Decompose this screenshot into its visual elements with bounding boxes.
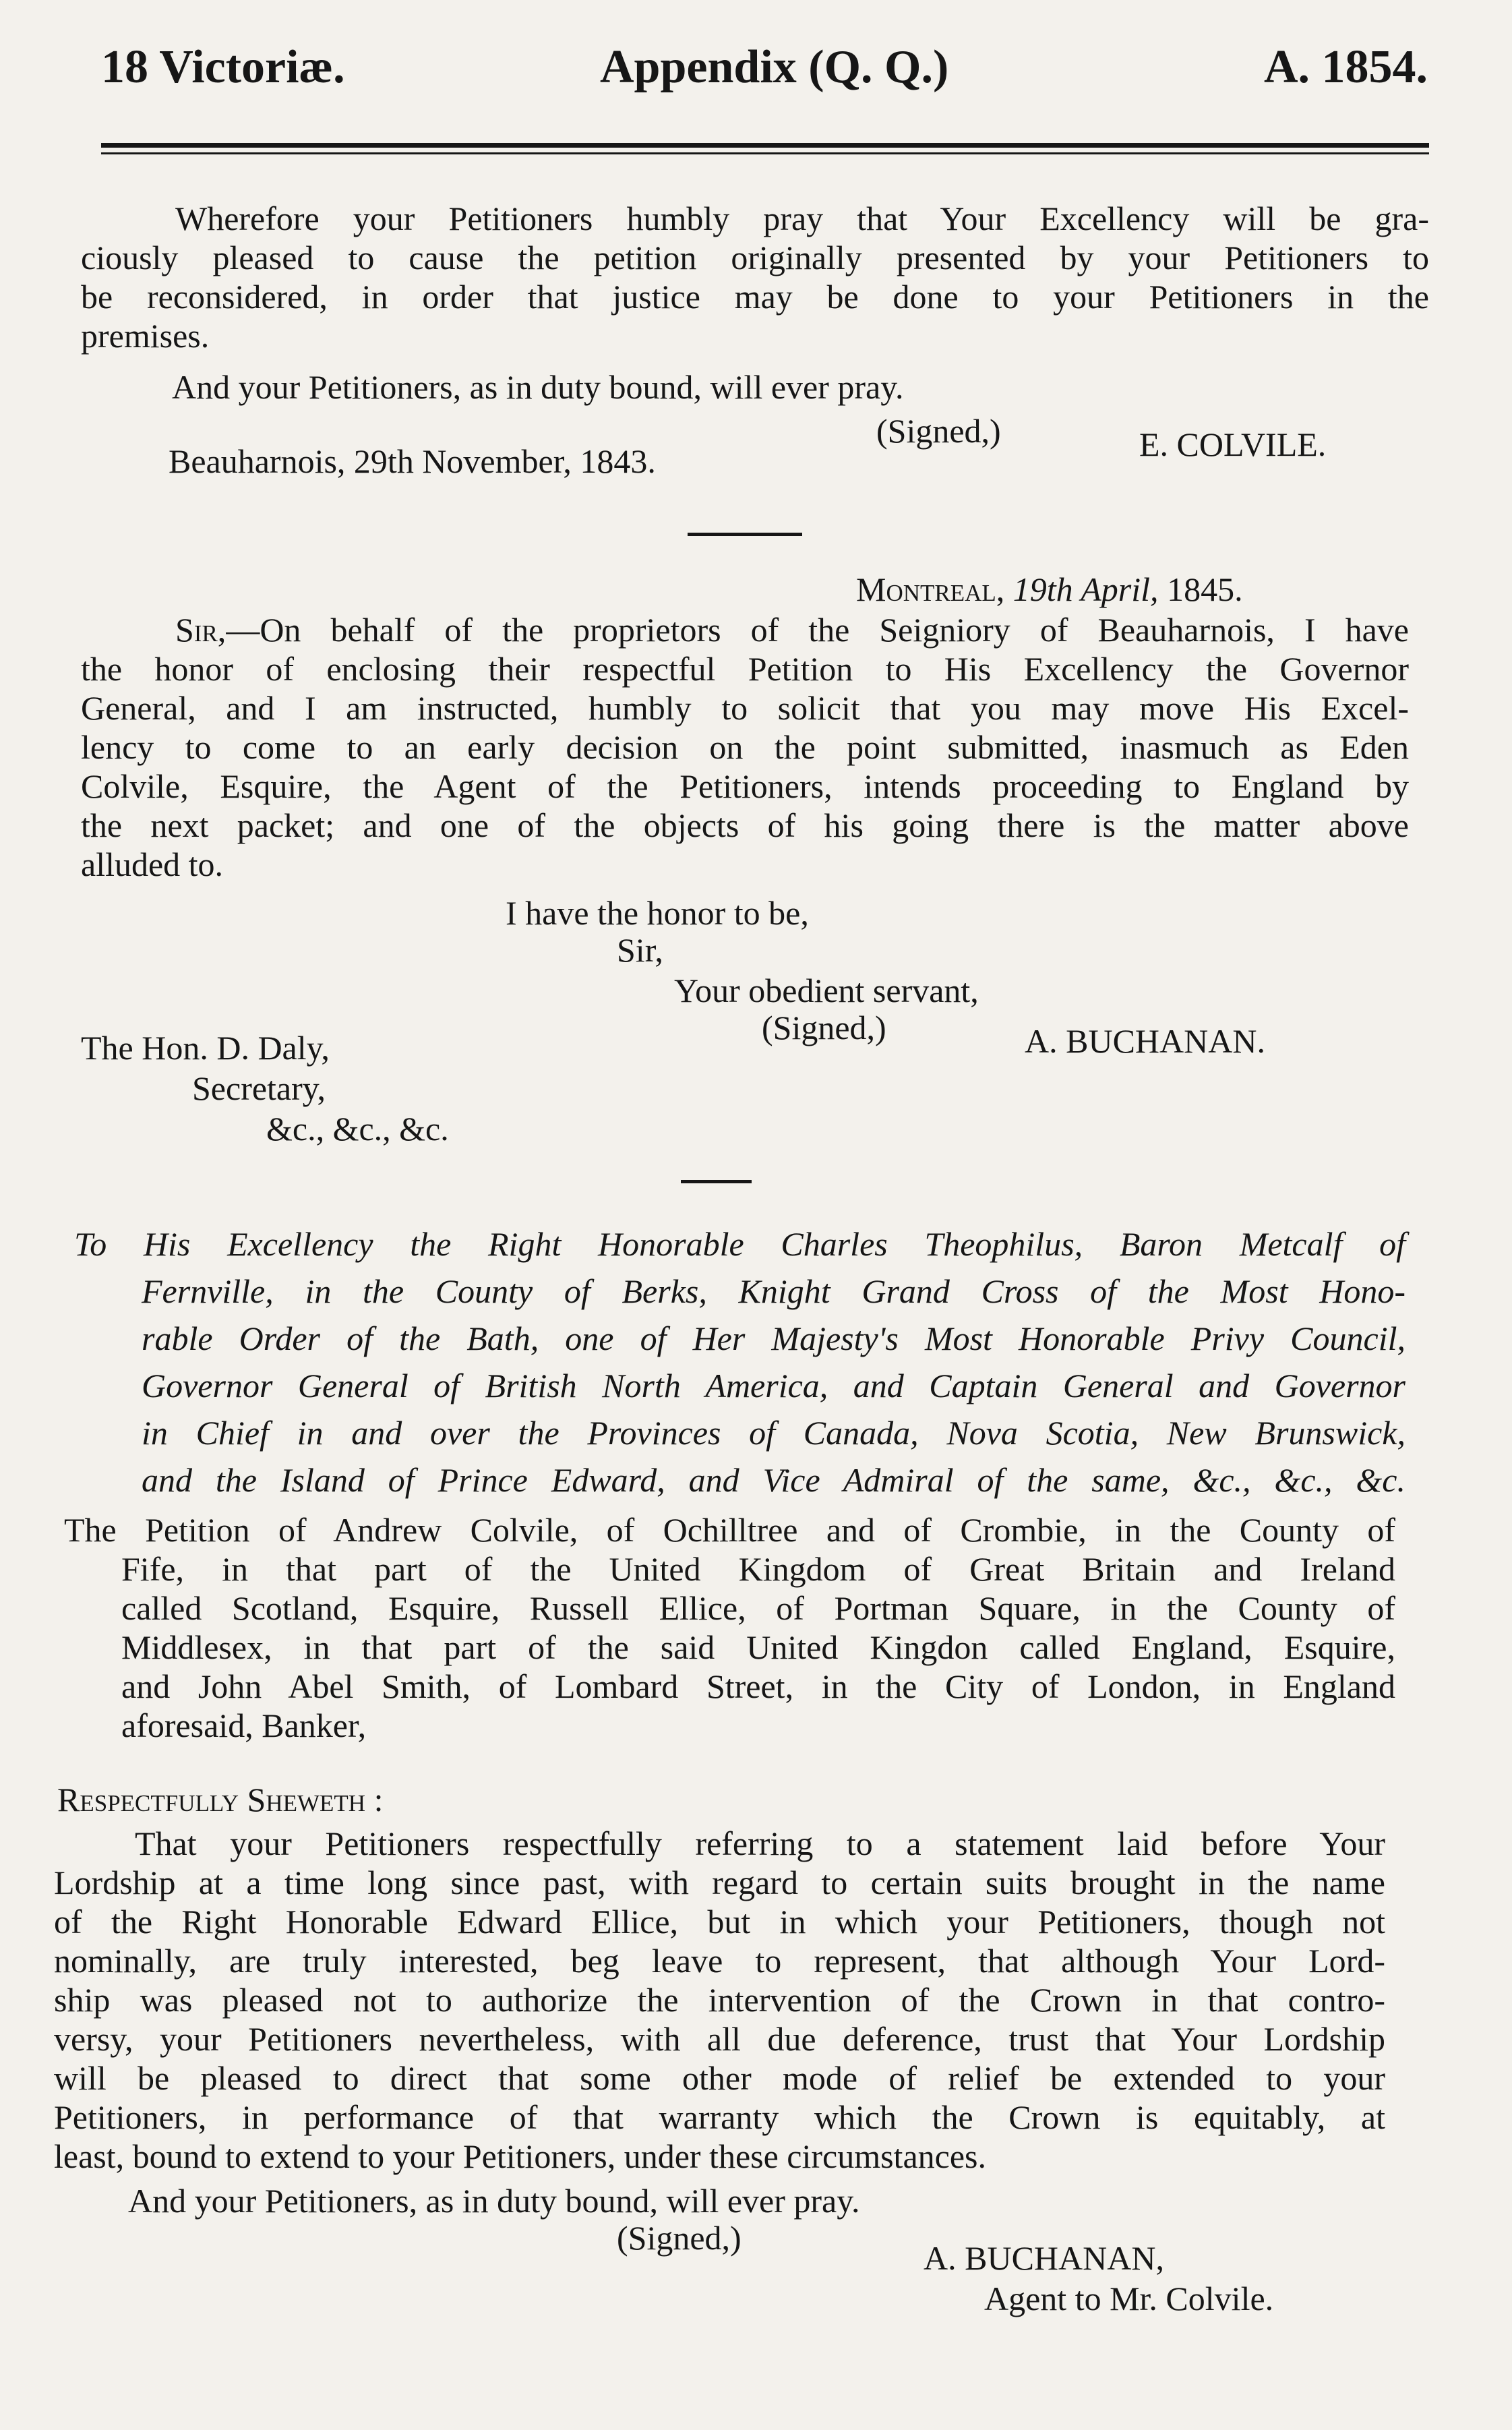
- addressee-line-1: The Hon. D. Daly,: [81, 1029, 330, 1067]
- addressee-line-2: Secretary,: [192, 1069, 326, 1107]
- text-line: in Chief in and over the Provinces of Canada, Nova Scotia, New Brunswick,: [142, 1414, 1405, 1452]
- text-line: [81, 610, 1409, 649]
- header-left: 18 Victoriæ.: [101, 41, 345, 93]
- letter-body: [81, 610, 1409, 884]
- text-line: General, and I am instructed, humbly to solicit that you may move His Excel-: [81, 689, 1409, 727]
- closing-line-1: I have the honor to be,: [506, 894, 809, 932]
- petition2-intro: [64, 1510, 1395, 1745]
- petition2-body: [54, 1824, 1385, 2176]
- text-line: rable Order of the Bath, one of Her Majesty's Most Honorable Privy Council,: [142, 1320, 1405, 1357]
- text-line: That your Petitioners respectfully referring to a statement laid before Your: [135, 1825, 1385, 1862]
- text-line: called Scotland, Esquire, Russell Ellice, of Portman Square, in the County of: [121, 1589, 1395, 1627]
- text-line: alluded to.: [81, 846, 224, 883]
- dateline-year: 1845.: [1167, 570, 1243, 608]
- dateline-date: 19th April,: [1012, 570, 1159, 608]
- petition2-duty: And your Petitioners, as in duty bound, will ever pray.: [128, 2182, 860, 2220]
- text-line: versy, your Petitioners nevertheless, with all due deference, trust that Your Lordship: [54, 2020, 1385, 2058]
- text-line: premises.: [81, 317, 210, 355]
- text-line: ship was pleased not to authorize the intervention of the Crown in that contro-: [54, 1981, 1385, 2019]
- dateline-place: Montreal,: [856, 570, 1005, 608]
- letter-dateline: [856, 570, 1243, 609]
- text-line: Petitioners, in performance of that warranty which the Crown is equitably, at: [54, 2098, 1385, 2136]
- text-line: Fernville, in the County of Berks, Knight Grand Cross of the Most Hono-: [142, 1272, 1405, 1310]
- text-line: ciously pleased to cause the petition originally presented by your Petitioners to: [81, 239, 1429, 276]
- text-line: Lordship at a time long since past, with regard to certain suits brought in the name: [54, 1864, 1385, 1901]
- header-rule-thick: [101, 143, 1429, 148]
- text-line: of the Right Honorable Edward Ellice, but in which your Petitioners, though not: [54, 1903, 1385, 1940]
- addressee-line-3: &c., &c., &c.: [266, 1110, 449, 1148]
- petition1-paragraph: [81, 199, 1429, 355]
- section-separator: [681, 1180, 752, 1183]
- address-block: [74, 1220, 1405, 1504]
- closing-line-3: Your obedient servant,: [674, 972, 979, 1009]
- sheweth-heading: Respectfully Sheweth :: [57, 1781, 384, 1818]
- text-line: the honor of enclosing their respectful Petition to His Excellency the Governor: [81, 650, 1409, 688]
- text-line: nominally, are truly interested, beg leave to represent, that although Your Lord-: [54, 1942, 1385, 1980]
- header-center: Appendix (Q. Q.): [600, 41, 949, 93]
- header-rule-thin: [101, 152, 1429, 154]
- text-line: least, bound to extend to your Petitioners, under these circumstances.: [54, 2137, 986, 2175]
- header-right: A. 1854.: [1264, 41, 1428, 93]
- text-line: aforesaid, Banker,: [121, 1707, 367, 1744]
- closing-line-2: Sir,: [617, 931, 663, 969]
- petition1-signed: (Signed,): [876, 412, 1001, 450]
- letter-signed: (Signed,): [762, 1009, 886, 1046]
- text-line: and John Abel Smith, of Lombard Street, in the City of London, in England: [121, 1667, 1395, 1705]
- text-line: Middlesex, in that part of the said United Kingdon called England, Esquire,: [121, 1628, 1395, 1666]
- letter-line-text: —On behalf of the proprietors of the Seigniory of Beauharnois, I have: [226, 611, 1409, 649]
- text-line: To His Excellency the Right Honorable Charles Theophilus, Baron Metcalf of: [74, 1225, 1405, 1263]
- text-line: lency to come to an early decision on the point submitted, inasmuch as Eden: [81, 728, 1409, 766]
- text-line: will be pleased to direct that some other mode of relief be extended to your: [54, 2059, 1385, 2097]
- text-line: the next packet; and one of the objects of his going there is the matter above: [81, 806, 1409, 844]
- petition1-place-date: Beauharnois, 29th November, 1843.: [169, 442, 656, 480]
- text-line: and the Island of Prince Edward, and Vice Admiral of the same, &c., &c., &c.: [142, 1461, 1405, 1499]
- text-line: Wherefore your Petitioners humbly pray that Your Excellency will be gra-: [175, 200, 1429, 237]
- petition1-duty: And your Petitioners, as in duty bound, will ever pray.: [172, 368, 904, 406]
- salutation: Sir,: [175, 611, 226, 649]
- text-line: The Petition of Andrew Colvile, of Ochilltree and of Crombie, in the County of: [64, 1511, 1395, 1549]
- section-separator: [688, 533, 802, 536]
- text-line: Colvile, Esquire, the Agent of the Petitioners, intends proceeding to England by: [81, 767, 1409, 805]
- petition2-signer: A. BUCHANAN,: [924, 2239, 1164, 2277]
- petition1-signer: E. COLVILE.: [1139, 425, 1327, 463]
- letter-signer: A. BUCHANAN.: [1025, 1022, 1265, 1060]
- petition2-signer-role: Agent to Mr. Colvile.: [984, 2280, 1274, 2317]
- text-line: Fife, in that part of the United Kingdom of Great Britain and Ireland: [121, 1550, 1395, 1588]
- petition2-signed: (Signed,): [617, 2219, 742, 2257]
- text-line: be reconsidered, in order that justice may be done to your Petitioners in the: [81, 278, 1429, 316]
- text-line: Governor General of British North America, and Captain General and Governor: [142, 1367, 1405, 1404]
